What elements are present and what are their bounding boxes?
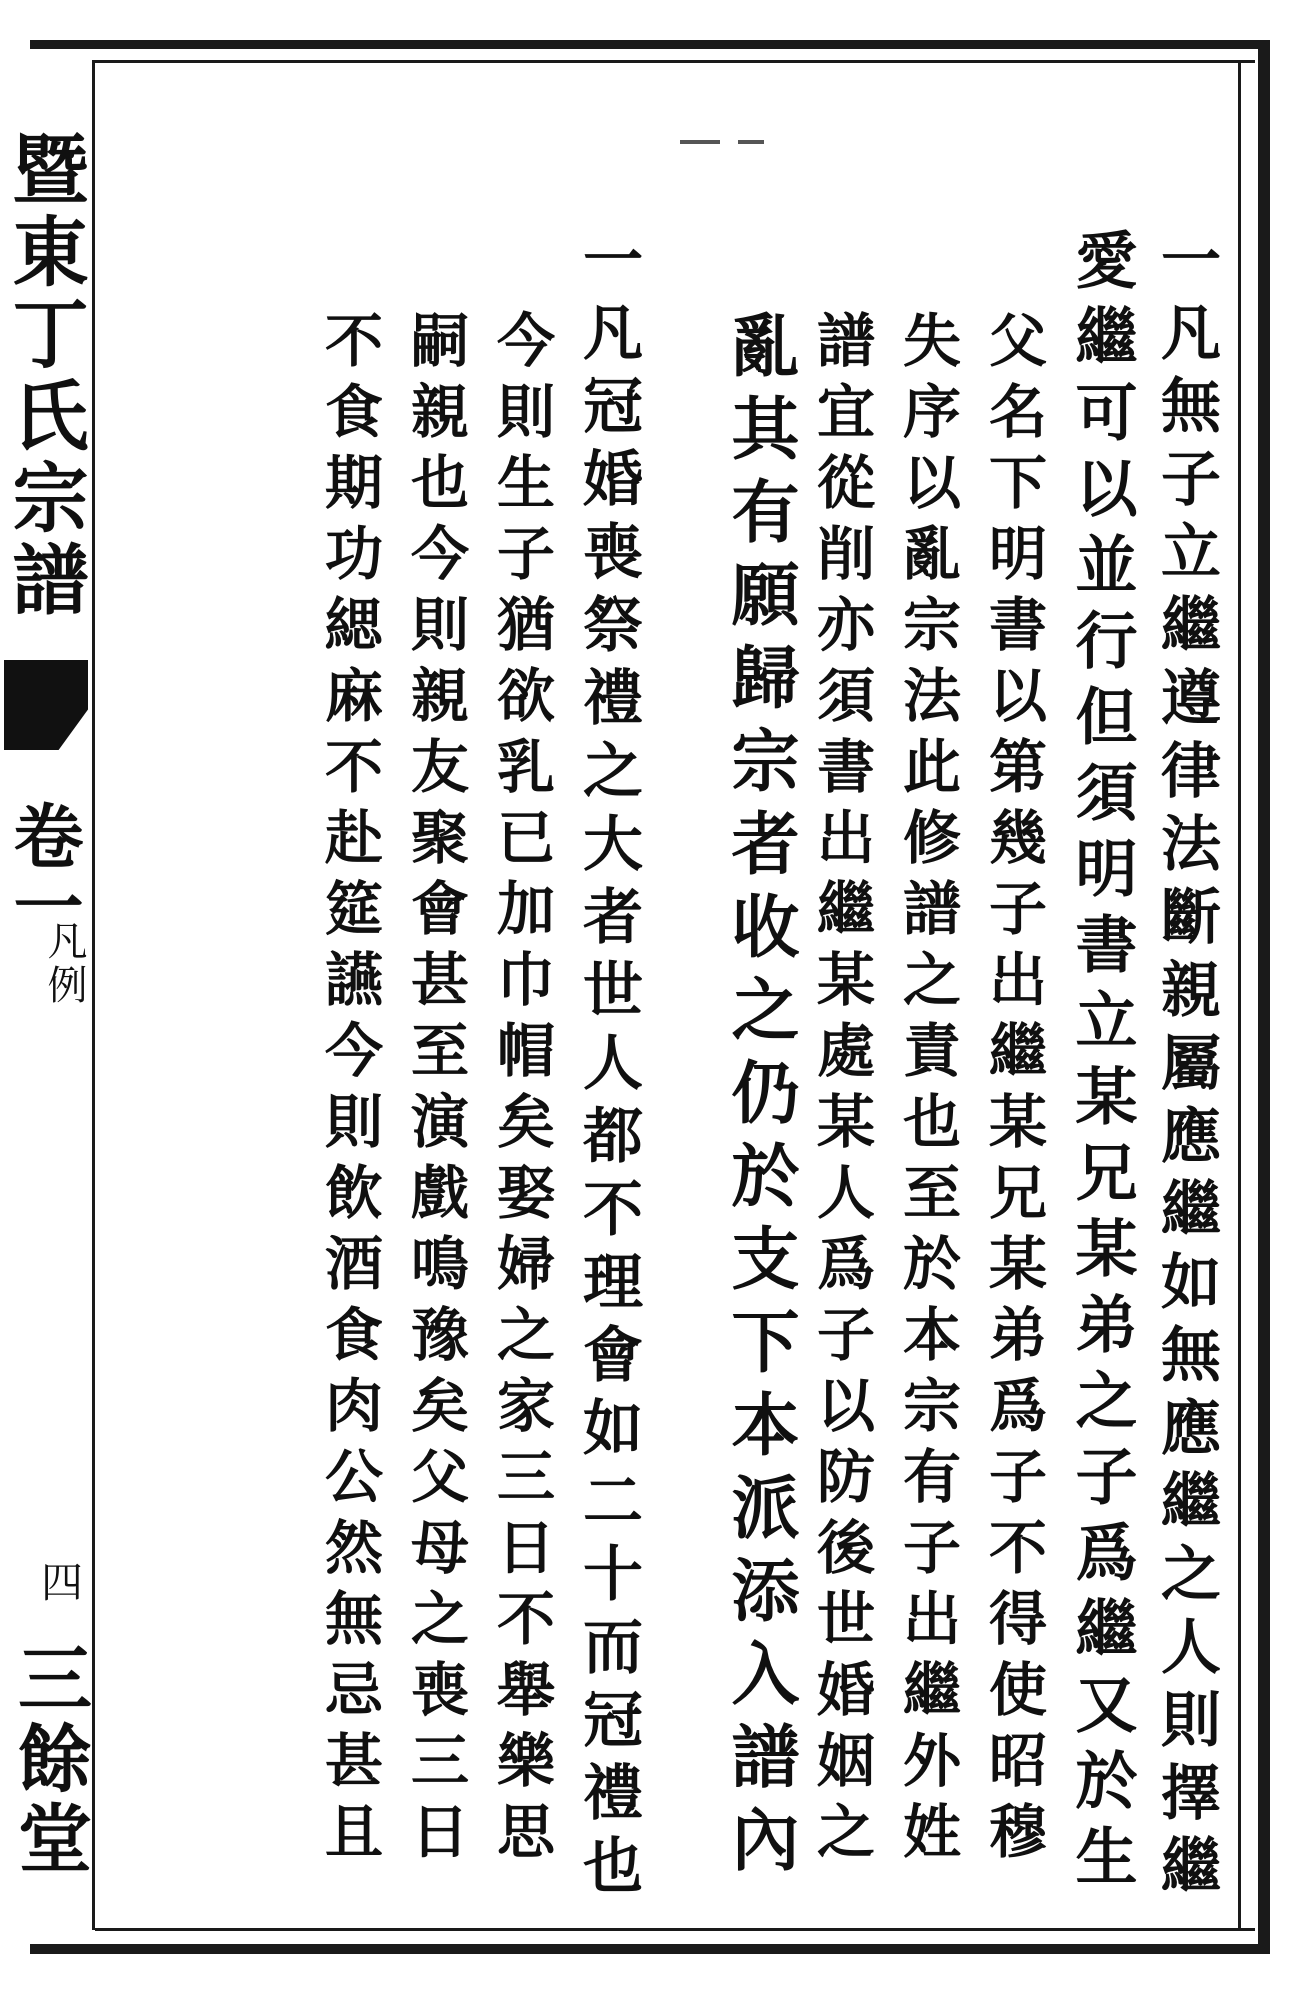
book-title: 暨東丁氏宗譜	[0, 130, 89, 622]
page-number: 四	[35, 1560, 84, 1602]
top-border-rule	[30, 40, 1268, 49]
section-label: 凡例	[41, 920, 87, 1008]
top-inner-rule	[95, 60, 1255, 63]
right-inner-rule	[1238, 60, 1241, 1930]
text-column-5: 譜宜從削亦須書出繼某處某人爲子以防後世婚姻之	[807, 310, 875, 1872]
text-column-10: 不食期功緦麻不赴筵讌今則飲酒食肉公然無忌甚且	[315, 310, 383, 1872]
bottom-border-rule	[30, 1944, 1268, 1954]
bottom-inner-rule	[95, 1928, 1255, 1931]
fold-mark-right	[738, 140, 764, 144]
hall-name: 三餘堂	[6, 1640, 92, 1880]
text-column-2: 愛繼可以並行但須明書立某兄某弟之子爲繼又於生	[1065, 228, 1138, 1900]
right-border-rule	[1258, 40, 1270, 1954]
page-margin	[2, 60, 90, 1930]
text-column-9: 嗣親也今則親友聚會甚至演戲鳴豫矣父母之喪三日	[401, 310, 469, 1872]
volume-label: 卷一	[2, 800, 85, 940]
text-column-6: 亂其有願歸宗者收之仍於支下本派添入譜內	[720, 310, 800, 1887]
fold-mark-left	[680, 140, 720, 144]
text-column-4: 失序以亂宗法此修譜之責也至於本宗有子出繼外姓	[893, 310, 961, 1872]
text-column-8: 今則生子猶欲乳已加巾帽矣娶婦之家三日不舉樂思	[487, 310, 555, 1872]
text-column-1: 一凡無子立繼遵律法斷親屬應繼如無應繼之人則擇繼	[1151, 228, 1221, 1907]
text-column-7: 一凡冠婚喪祭禮之大者世人都不理會如二十而冠禮也	[573, 228, 643, 1907]
fishtail-mark	[4, 660, 88, 750]
text-column-3: 父名下明書以第幾子出繼某兄某弟爲子不得使昭穆	[979, 310, 1047, 1872]
left-inner-rule	[92, 60, 95, 1930]
